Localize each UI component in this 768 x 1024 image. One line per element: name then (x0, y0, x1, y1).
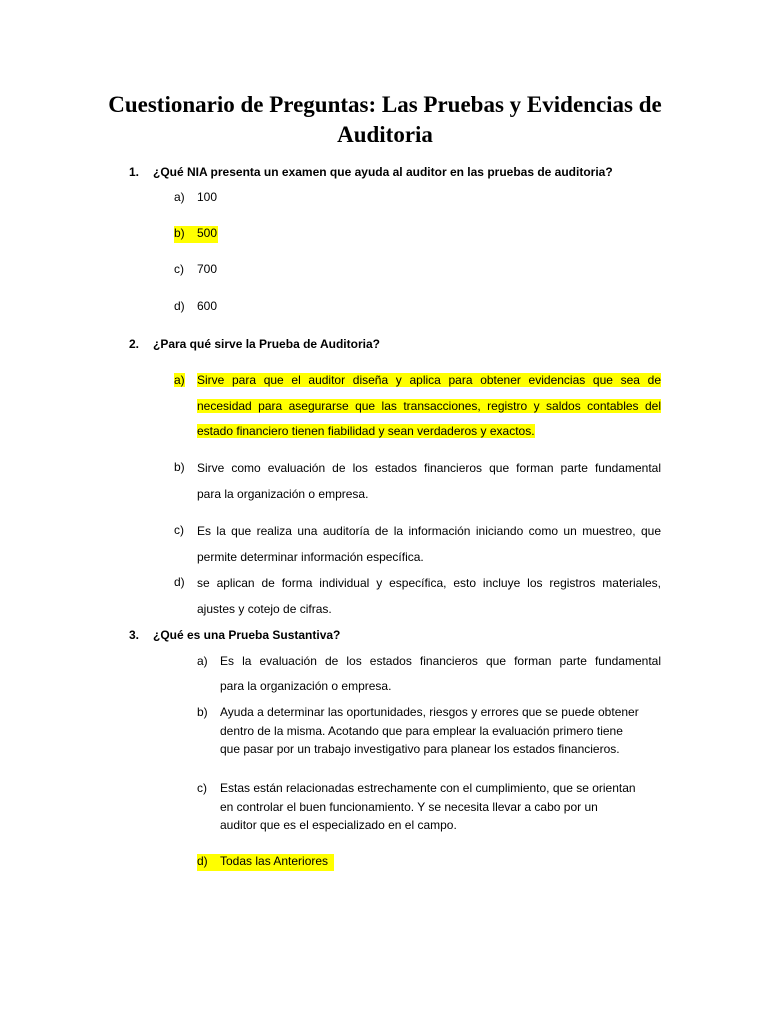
option-label: c) (174, 523, 184, 537)
option-label: d) (174, 575, 185, 589)
option-line: Ayuda a determinar las oportunidades, riesgos y errores que se puede obtener (220, 705, 639, 719)
option-line: Sirve para que el auditor diseña y aplica para obtener evidencias que sea de (197, 373, 661, 387)
q3-option-c (197, 781, 661, 835)
q2-option-a-highlighted (174, 373, 661, 445)
option-text: Todas las Anteriores (220, 854, 329, 868)
question-3 (129, 627, 340, 643)
option-text (197, 523, 661, 570)
question-text: ¿Qué es una Prueba Sustantiva? (153, 628, 341, 642)
option-line: auditor que es el especializado en el campo. (220, 818, 457, 832)
title-line-1: Cuestionario de Preguntas: Las Pruebas y Evidencias de (108, 92, 662, 117)
question-text: ¿Qué NIA presenta un examen que ayuda al auditor en las pruebas de auditoria? (153, 165, 613, 179)
option-line: Estas están relacionadas estrechamente con el cumplimiento, que se orientan (220, 781, 636, 795)
question-1 (129, 164, 613, 180)
option-line: dentro de la misma. Acotando que para emplear la evaluación primero tiene (220, 723, 623, 738)
option-line: en controlar el buen funcionamiento. Y se necesita llevar a cabo por un (220, 799, 598, 814)
option-label: a) (174, 373, 185, 387)
q2-option-c (174, 523, 661, 573)
option-line: Es la evaluación de los estados financieros que forman parte fundamental (220, 654, 661, 668)
question-number: 2. (129, 337, 140, 351)
option-text (197, 460, 661, 507)
question-text: ¿Para qué sirve la Prueba de Auditoria? (153, 337, 380, 351)
option-text (220, 781, 661, 835)
q3-option-d-highlighted (197, 854, 334, 871)
option-label: b) (174, 226, 185, 240)
option-line: necesidad para asegurarse que las transacciones, registro y saldos contables del (197, 398, 661, 413)
option-line: Es la que realiza una auditoría de la información iniciando como un muestreo, que (197, 524, 661, 538)
option-label: d) (197, 854, 208, 868)
option-label: c) (197, 781, 207, 795)
question-number: 3. (129, 628, 140, 642)
q2-option-d (174, 575, 661, 625)
option-line: para la organización o empresa. (197, 487, 369, 501)
option-text (197, 575, 661, 622)
document-title (90, 90, 680, 150)
option-line: que pasar por un trabajo investigativo para planear los estados financieros. (220, 742, 620, 756)
option-line: permite determinar información específica. (197, 550, 424, 564)
option-label: b) (174, 460, 185, 474)
q3-option-b (197, 705, 661, 759)
option-label: b) (197, 705, 208, 719)
option-line: se aplican de forma individual y específica, esto incluye los registros materiales, (197, 576, 661, 590)
option-text: 700 (197, 262, 218, 276)
option-text (220, 654, 661, 699)
q1-option-b-highlighted (174, 226, 218, 243)
option-label: c) (174, 262, 184, 276)
option-line: para la organización o empresa. (220, 679, 392, 693)
option-line: ajustes y cotejo de cifras. (197, 602, 332, 616)
q2-option-b (174, 460, 661, 510)
option-label: d) (174, 299, 185, 313)
option-label: a) (197, 654, 208, 668)
question-number: 1. (129, 165, 140, 179)
option-text (197, 373, 661, 445)
title-line-2: Auditoria (337, 122, 433, 147)
option-text (220, 705, 661, 759)
option-line: Sirve como evaluación de los estados financieros que forman parte fundamental (197, 461, 661, 475)
option-label: a) (174, 190, 185, 204)
question-2 (129, 336, 380, 352)
q3-option-a (197, 654, 661, 698)
option-text: 500 (197, 226, 218, 240)
option-text: 600 (197, 299, 218, 313)
option-text: 100 (197, 190, 218, 204)
option-line: estado financiero tienen fiabilidad y sean verdaderos y exactos. (197, 424, 535, 438)
